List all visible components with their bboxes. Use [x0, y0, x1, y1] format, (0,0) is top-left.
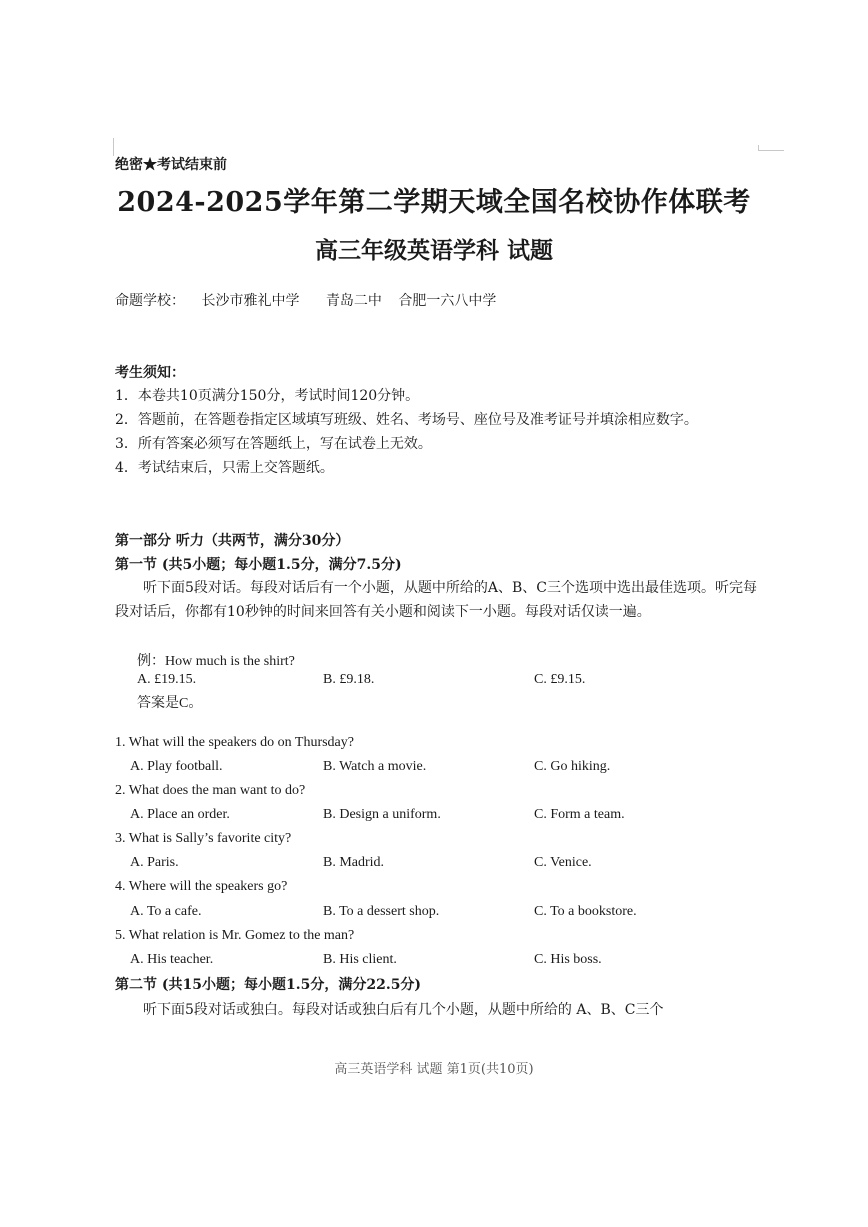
crop-mark-right	[758, 150, 784, 151]
q3-option-c: C. Venice.	[534, 855, 592, 870]
school-name: 长沙市雅礼中学	[201, 293, 300, 309]
part1-heading: 第一部分 听力（共两节，满分30分）	[115, 533, 350, 549]
q3-option-a: A. Paris.	[130, 855, 179, 870]
notice-item: 3．所有答案必须写在答题纸上，写在试卷上无效。	[115, 436, 432, 452]
confidential-label: 绝密★考试结束前	[115, 157, 227, 173]
crop-mark-left	[113, 138, 114, 156]
exam-subtitle: 高三年级英语学科 试题	[314, 237, 553, 264]
question-5: 5. What relation is Mr. Gomez to the man?	[115, 928, 355, 943]
section2-heading: 第二节 (共15小题；每小题1.5分，满分22.5分)	[115, 977, 422, 993]
q4-option-a: A. To a cafe.	[130, 904, 202, 919]
notice-item: 4．考试结束后，只需上交答题纸。	[115, 460, 334, 476]
q1-option-b: B. Watch a movie.	[323, 759, 427, 774]
q2-option-b: B. Design a uniform.	[323, 807, 441, 822]
crop-mark-right-tick	[758, 145, 759, 151]
example-option-c: C. £9.15.	[534, 672, 586, 687]
example-question: 例：How much is the shirt?	[137, 654, 295, 669]
notice-list	[115, 384, 760, 480]
q5-option-b: B. His client.	[323, 952, 397, 967]
notice-item: 1．本卷共10页满分150分，考试时间120分钟。	[115, 388, 420, 404]
setting-schools	[115, 290, 508, 310]
q1-option-a: A. Play football.	[130, 759, 223, 774]
q1-option-c: C. Go hiking.	[534, 759, 611, 774]
schools-label: 命题学校：	[115, 293, 185, 309]
question-3: 3. What is Sally’s favorite city?	[115, 831, 292, 846]
q2-option-c: C. Form a team.	[534, 807, 625, 822]
notice-item: 2．答题前，在答题卷指定区域填写班级、姓名、考场号、座位号及准考证号并填涂相应数字。	[115, 412, 698, 428]
school-name: 青岛二中	[325, 293, 382, 309]
q4-option-c: C. To a bookstore.	[534, 904, 637, 919]
page-footer: 高三英语学科 试题 第1页(共10页)	[334, 1062, 534, 1077]
question-1: 1. What will the speakers do on Thursday?	[115, 735, 354, 750]
school-name: 合肥一六八中学	[398, 293, 497, 309]
example-option-b: B. £9.18.	[323, 672, 375, 687]
example-option-a: A. £19.15.	[137, 672, 197, 687]
question-2: 2. What does the man want to do?	[115, 783, 306, 798]
exam-title: 2024-2025学年第二学期天域全国名校协作体联考	[117, 187, 751, 218]
notice-heading: 考生须知：	[115, 365, 185, 381]
q3-option-b: B. Madrid.	[323, 855, 385, 870]
question-4: 4. Where will the speakers go?	[115, 879, 288, 894]
q4-option-b: B. To a dessert shop.	[323, 904, 440, 919]
q5-option-c: C. His boss.	[534, 952, 602, 967]
section1-instruction: 听下面5段对话。每段对话后有一个小题，从题中所给的A、B、C三个选项中选出最佳选项。听完每段对话后，你都有10秒钟的时间来回答有关小题和阅读下一小题。每段对话仅读一遍。	[115, 580, 758, 620]
section2-instruction: 听下面5段对话或独白。每段对话或独白后有几个小题，从题中所给的 A、B、C三个	[143, 1002, 664, 1018]
example-answer: 答案是C。	[137, 696, 203, 711]
q2-option-a: A. Place an order.	[130, 807, 230, 822]
section1-heading: 第一节 (共5小题；每小题1.5分，满分7.5分)	[115, 557, 402, 573]
q5-option-a: A. His teacher.	[130, 952, 214, 967]
